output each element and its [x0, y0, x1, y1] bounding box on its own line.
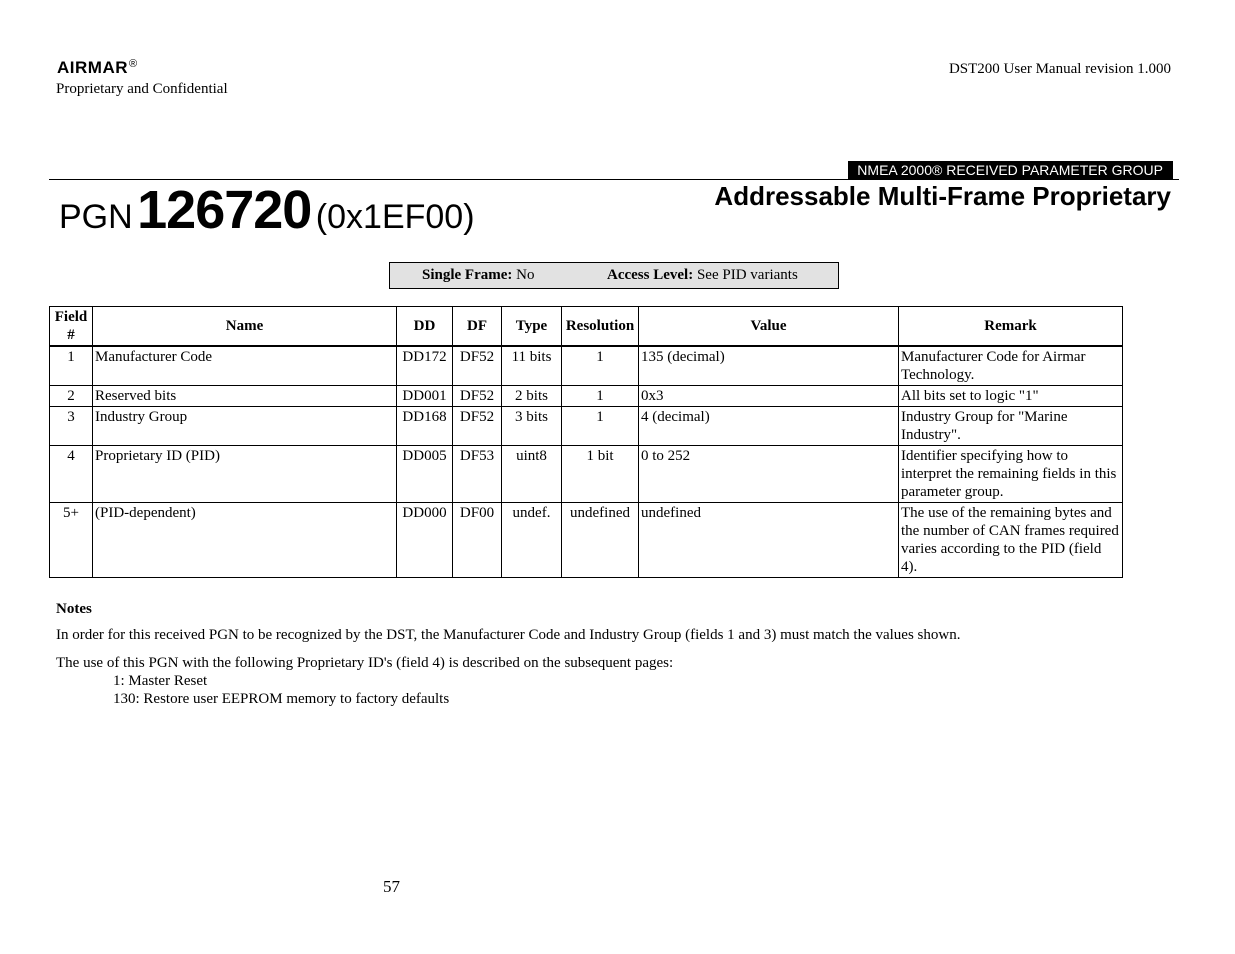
access-level-info [607, 263, 798, 288]
pgn-title [59, 180, 475, 240]
fields-table [49, 306, 1123, 578]
table-row [50, 407, 1123, 446]
cell-field: 5+ [50, 503, 93, 578]
cell-type: undef. [502, 503, 562, 578]
cell-df: DF52 [453, 346, 502, 386]
cell-dd: DD005 [397, 446, 453, 503]
frame-info-box [389, 262, 839, 289]
header-remark: Remark [899, 307, 1123, 347]
confidential-label: Proprietary and Confidential [56, 81, 228, 97]
cell-name: Proprietary ID (PID) [93, 446, 397, 503]
cell-df: DF00 [453, 503, 502, 578]
cell-type: uint8 [502, 446, 562, 503]
cell-resolution: undefined [562, 503, 639, 578]
cell-resolution: 1 [562, 407, 639, 446]
cell-field: 3 [50, 407, 93, 446]
notes-paragraph: The use of this PGN with the following Proprietary ID's (field 4) is described on the subsequent pages: [56, 655, 674, 671]
single-frame-label: Single Frame: [422, 267, 513, 283]
cell-type: 2 bits [502, 386, 562, 407]
cell-df: DF52 [453, 407, 502, 446]
cell-value: undefined [639, 503, 899, 578]
header-resolution: Resolution [562, 307, 639, 347]
header-value: Value [639, 307, 899, 347]
table-row [50, 446, 1123, 503]
header-name: Name [93, 307, 397, 347]
cell-field: 2 [50, 386, 93, 407]
notes-title: Notes [56, 601, 92, 617]
header-field: Field # [50, 307, 93, 347]
cell-df: DF52 [453, 386, 502, 407]
cell-resolution: 1 [562, 386, 639, 407]
brand-logo [57, 58, 138, 78]
access-level-value: See PID variants [696, 267, 798, 283]
cell-name: (PID-dependent) [93, 503, 397, 578]
notes-list-item: 130: Restore user EEPROM memory to factory defaults [113, 691, 450, 707]
page-number: 57 [383, 877, 400, 896]
cell-name: Manufacturer Code [93, 346, 397, 386]
cell-field: 4 [50, 446, 93, 503]
table-row [50, 503, 1123, 578]
brand-name: AIRMAR [57, 58, 128, 77]
notes-paragraph: In order for this received PGN to be recognized by the DST, the Manufacturer Code and Industry Group (fields 1 and 3) must match the values shown. [56, 627, 961, 643]
cell-remark: All bits set to logic "1" [899, 386, 1123, 407]
cell-resolution: 1 [562, 346, 639, 386]
cell-name: Reserved bits [93, 386, 397, 407]
cell-remark: Industry Group for "Marine Industry". [899, 407, 1123, 446]
cell-dd: DD168 [397, 407, 453, 446]
access-level-label: Access Level: [607, 267, 694, 283]
single-frame-info [422, 263, 535, 288]
header-dd: DD [397, 307, 453, 347]
cell-remark: Identifier specifying how to interpret the remaining fields in this parameter group. [899, 446, 1123, 503]
cell-dd: DD001 [397, 386, 453, 407]
table-header-row [50, 307, 1123, 347]
cell-value: 0x3 [639, 386, 899, 407]
pgn-name: Addressable Multi-Frame Proprietary [714, 181, 1171, 211]
table-row [50, 386, 1123, 407]
header-df: DF [453, 307, 502, 347]
manual-revision: DST200 User Manual revision 1.000 [948, 61, 1171, 77]
header-type: Type [502, 307, 562, 347]
cell-name: Industry Group [93, 407, 397, 446]
cell-dd: DD172 [397, 346, 453, 386]
cell-field: 1 [50, 346, 93, 386]
cell-remark: Manufacturer Code for Airmar Technology. [899, 346, 1123, 386]
cell-dd: DD000 [397, 503, 453, 578]
cell-type: 11 bits [502, 346, 562, 386]
notes-list-item: 1: Master Reset [113, 673, 208, 689]
pgn-number: 126720 [137, 180, 312, 240]
cell-resolution: 1 bit [562, 446, 639, 503]
pgn-prefix: PGN [59, 198, 133, 236]
cell-df: DF53 [453, 446, 502, 503]
single-frame-value: No [516, 267, 535, 283]
pgn-hex: (0x1EF00) [315, 198, 475, 236]
cell-value: 0 to 252 [639, 446, 899, 503]
registered-mark: ® [129, 58, 138, 70]
cell-remark: The use of the remaining bytes and the number of CAN frames required varies according to the PID (field 4). [899, 503, 1123, 578]
parameter-group-label: NMEA 2000® RECEIVED PARAMETER GROUP [848, 161, 1173, 180]
cell-type: 3 bits [502, 407, 562, 446]
table-row [50, 346, 1123, 386]
cell-value: 135 (decimal) [639, 346, 899, 386]
cell-value: 4 (decimal) [639, 407, 899, 446]
